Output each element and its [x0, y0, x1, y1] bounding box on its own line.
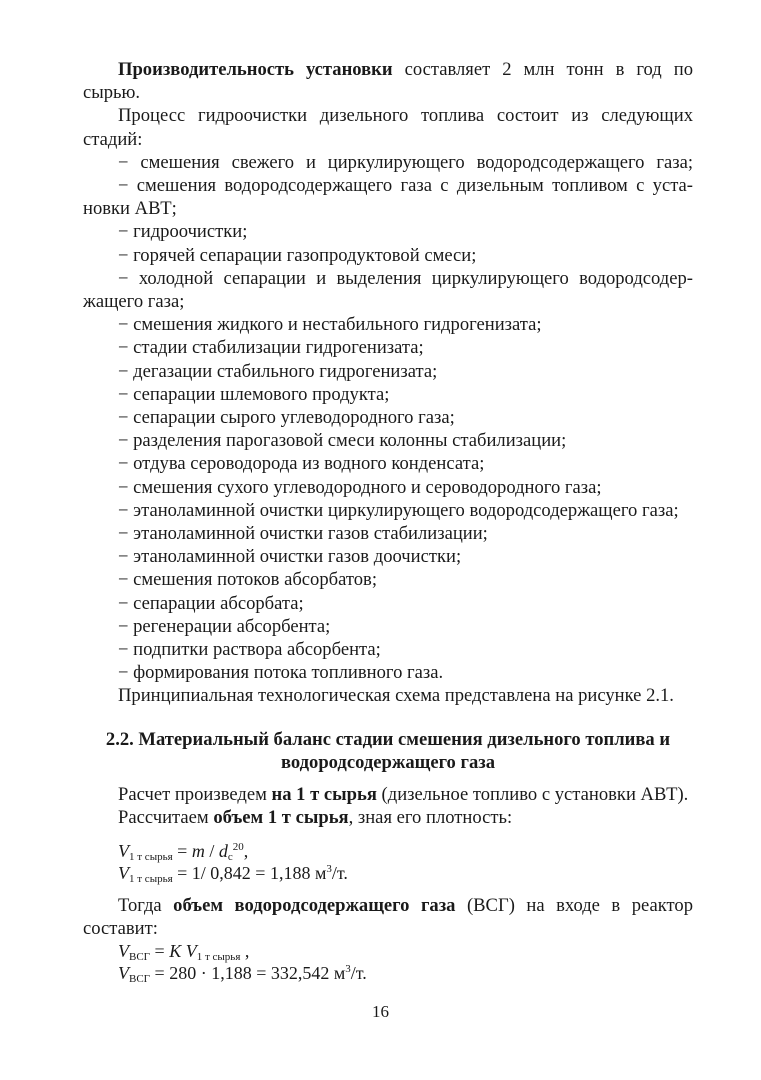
- vsg-paragraph-end: составит:: [83, 917, 158, 939]
- unit-sup: 3: [345, 962, 351, 975]
- stage-item: − регенерации абсорбента;: [118, 615, 331, 637]
- formula-volume-definition: [83, 840, 693, 862]
- symbol-sub: 1 т сырья: [129, 850, 173, 863]
- stage-item: − гидроочистки;: [118, 221, 248, 243]
- formula-volume-value: [83, 862, 693, 884]
- stage-item: − смешения свежего и циркулирующего водородсодержащего газа;: [118, 151, 693, 173]
- formula-tail: /т.: [350, 962, 367, 983]
- symbol-k: K: [169, 940, 182, 961]
- capacity-paragraph-end: сырью.: [83, 82, 141, 104]
- symbol-v: V: [118, 862, 129, 883]
- symbol-v: V: [185, 940, 197, 961]
- symbol-v: V: [118, 962, 129, 983]
- formula-tail: /т.: [331, 862, 348, 883]
- stage-item: − смешения водородсодержащего газа с дизельным топливом с уста-: [118, 175, 693, 197]
- stage-item: − смешения сухого углеводородного и сероводородного газа;: [118, 476, 602, 498]
- vsg-bold: объем водородсодержащего газа: [173, 894, 456, 916]
- stage-item: − подпитки раствора абсорбента;: [118, 639, 381, 661]
- stage-item: − дегазации стабильного гидрогенизата;: [118, 360, 438, 382]
- symbol-m: m: [191, 840, 205, 861]
- symbol-v: V: [118, 940, 129, 961]
- capacity-paragraph: [83, 58, 693, 81]
- formula-tail: ,: [243, 840, 249, 861]
- symbol-sub: 1 т сырья: [196, 950, 241, 963]
- process-intro: Процесс гидроочистки дизельного топлива состоит из следующих: [118, 105, 693, 127]
- symbol-d-sub: с: [227, 850, 233, 863]
- section-heading-line1: 2.2. Материальный баланс стадии смешения дизельного топлива и: [105, 728, 671, 750]
- stage-item: − сепарации сырого углеводородного газа;: [118, 407, 455, 429]
- calc-volume-text: Рассчитаем: [118, 807, 214, 829]
- vsg-text: Тогда: [118, 894, 174, 916]
- stage-item: − горячей сепарации газопродуктовой смеси;: [118, 244, 477, 266]
- calc-volume-bold: объем 1 т сырья: [213, 807, 349, 829]
- stage-item-cont: жащего газа;: [83, 291, 185, 313]
- symbol-sub: ВСГ: [129, 972, 151, 985]
- document-page: [83, 58, 693, 984]
- calc-basis-bold: на 1 т сырья: [271, 784, 377, 806]
- section-heading-line2: водородсодержащего газа: [280, 751, 496, 773]
- calc-basis-text: Расчет произведем: [118, 784, 272, 806]
- formula-expression: = 1/ 0,842 = 1,188 м: [172, 862, 327, 883]
- calc-basis: [83, 783, 693, 806]
- stage-item: − формирования потока топливного газа.: [118, 662, 444, 684]
- stage-item-cont: новки АВТ;: [83, 198, 177, 220]
- vsg-paragraph: [83, 894, 693, 917]
- stage-item: − разделения парогазовой смеси колонны стабилизации;: [118, 430, 567, 452]
- stage-item: − сепарации абсорбата;: [118, 592, 304, 614]
- stage-item: − стадии стабилизации гидрогенизата;: [118, 337, 424, 359]
- stage-item: − смешения жидкого и нестабильного гидрогенизата;: [118, 314, 542, 336]
- page-number: 16: [372, 1002, 389, 1021]
- calc-basis-text-end: (дизельное топливо с установки АВТ).: [376, 784, 689, 806]
- section-heading: [83, 728, 693, 774]
- stage-item: − этаноламинной очистки газов стабилизации;: [118, 523, 488, 545]
- vsg-text-end: (ВСГ) на входе в реактор: [455, 894, 693, 916]
- stage-item: − этаноламинной очистки газов доочистки;: [118, 546, 462, 568]
- symbol-sub: 1 т сырья: [129, 872, 173, 885]
- formula-vsg-definition: [83, 940, 693, 962]
- stage-item: − этаноламинной очистки циркулирующего водородсодержащего газа;: [118, 499, 679, 521]
- stage-item: − холодной сепарации и выделения циркулирующего водородсодер-: [118, 267, 693, 289]
- calc-volume: [83, 806, 693, 829]
- stage-item: − смешения потоков абсорбатов;: [118, 569, 377, 591]
- formula-expression: = 280 · 1,188 = 332,542 м: [150, 962, 346, 983]
- stage-item: − отдува сероводорода из водного конденсата;: [118, 453, 485, 475]
- scheme-reference: Принципиальная технологическая схема представлена на рисунке 2.1.: [118, 685, 674, 707]
- calc-volume-text-end: , зная его плотность:: [348, 807, 513, 829]
- formula-slash: /: [204, 840, 219, 861]
- symbol-sub: ВСГ: [129, 950, 151, 963]
- capacity-text: составляет 2 млн тонн в год по: [392, 59, 693, 80]
- formula-eq: =: [150, 940, 170, 961]
- unit-sup: 3: [326, 862, 332, 875]
- formula-vsg-value: [83, 962, 693, 984]
- process-intro-end: стадий:: [83, 128, 143, 150]
- symbol-v: V: [118, 840, 129, 861]
- stage-item: − сепарации шлемового продукта;: [118, 383, 390, 405]
- formula-tail: ,: [240, 940, 250, 961]
- formula-eq: =: [172, 840, 192, 861]
- symbol-d-sup: 20: [232, 840, 244, 853]
- capacity-bold: Производительность установки: [118, 59, 393, 80]
- symbol-d: d: [218, 840, 228, 861]
